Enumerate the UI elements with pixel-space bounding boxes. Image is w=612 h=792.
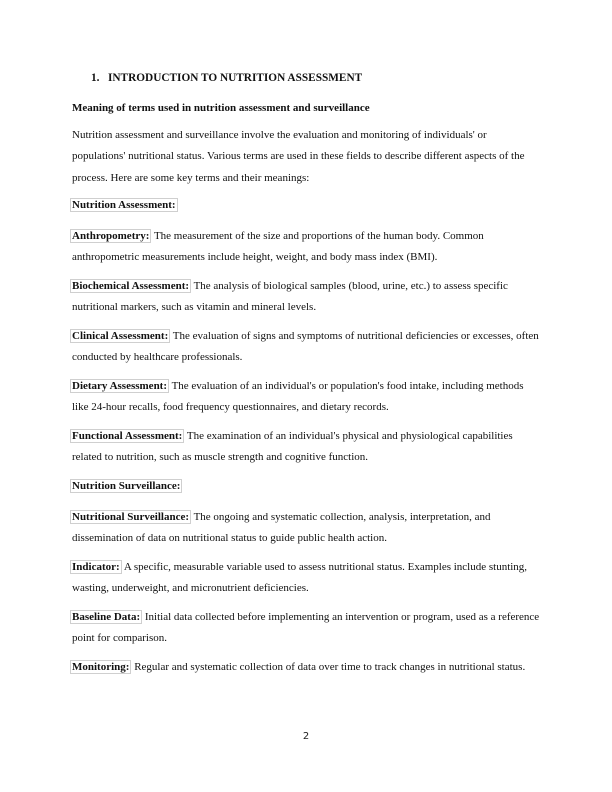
term-nutritional-surveillance: [72, 507, 542, 550]
term-clinical-assessment: [72, 326, 542, 369]
page-number: 2: [302, 731, 310, 742]
heading-title: INTRODUCTION TO NUTRITION ASSESSMENT: [108, 72, 363, 84]
term-label: Biochemical Assessment:: [72, 280, 190, 292]
section-title-nutrition-surveillance: Nutrition Surveillance:: [72, 480, 181, 492]
term-definition: A specific, measurable variable used to assess nutritional status. Examples include stunting, wasting, underweight, and micronutrient deficiencies.: [72, 561, 528, 595]
term-label: Monitoring:: [72, 661, 130, 673]
section-heading: [91, 72, 362, 84]
term-dietary-assessment: [72, 376, 542, 419]
term-definition: Initial data collected before implementing an intervention or program, used as a reference point for comparison.: [72, 611, 540, 645]
term-monitoring: [72, 657, 542, 678]
term-biochemical-assessment: [72, 276, 542, 319]
term-label: Anthropometry:: [72, 230, 150, 242]
term-label: Dietary Assessment:: [72, 380, 168, 392]
term-definition: Regular and systematic collection of data over time to track changes in nutritional status.: [131, 661, 526, 673]
subheading: Meaning of terms used in nutrition assessment and surveillance: [72, 102, 370, 114]
term-baseline-data: [72, 607, 542, 650]
term-definition: The evaluation of signs and symptoms of nutritional deficiencies or excesses, often conducted by healthcare professionals.: [72, 330, 539, 364]
term-definition: The analysis of biological samples (blood, urine, etc.) to assess specific nutritional markers, such as vitamin and mineral levels.: [72, 280, 508, 314]
term-label: Indicator:: [72, 561, 120, 573]
term-label: Baseline Data:: [72, 611, 141, 623]
term-label: Nutritional Surveillance:: [72, 511, 190, 523]
term-definition: The examination of an individual's physical and physiological capabilities related to nutrition, such as muscle strength and cognitive function.: [72, 430, 513, 464]
heading-number: 1.: [91, 72, 100, 84]
term-label: Clinical Assessment:: [72, 330, 169, 342]
term-indicator: [72, 557, 542, 600]
term-anthropometry: [72, 226, 542, 269]
term-functional-assessment: [72, 426, 542, 469]
term-label: Functional Assessment:: [72, 430, 183, 442]
section-title-nutrition-assessment: Nutrition Assessment:: [72, 199, 176, 211]
intro-paragraph: Nutrition assessment and surveillance involve the evaluation and monitoring of individuals' or populations' nutritional status. Various terms are used in these fields to describe different aspects of the process. Here are some key terms and their meanings:: [72, 129, 525, 184]
term-definition: The ongoing and systematic collection, analysis, interpretation, and dissemination of data on nutritional status to guide public health action.: [72, 511, 491, 545]
term-definition: The evaluation of an individual's or population's food intake, including methods like 24-hour recalls, food frequency questionnaires, and dietary records.: [72, 380, 524, 414]
term-definition: The measurement of the size and proportions of the human body. Common anthropometric measurements include height, weight, and body mass index (BMI).: [72, 230, 484, 264]
